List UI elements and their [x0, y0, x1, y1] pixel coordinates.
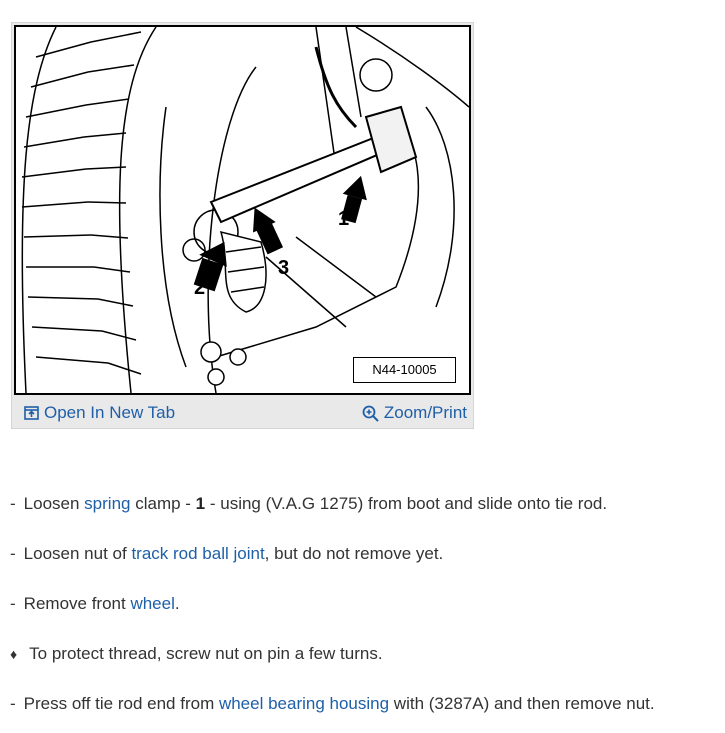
- step-loosen-spring-clamp: [10, 494, 607, 514]
- wheel-link[interactable]: wheel: [130, 594, 175, 613]
- illustration-frame: [14, 25, 471, 395]
- step-protect-thread: [10, 644, 383, 664]
- step-dash: -: [10, 494, 16, 513]
- diamond-bullet: ♦: [10, 646, 18, 662]
- zoom-print-link[interactable]: [362, 403, 467, 423]
- open-in-new-tab-label: Open In New Tab: [44, 403, 176, 422]
- step-text: Remove front: [23, 594, 131, 613]
- figure-card: [11, 22, 474, 429]
- step-text: with (3287A) and then remove nut.: [389, 694, 655, 713]
- step-text: To protect thread, screw nut on pin a few turns.: [29, 644, 383, 663]
- step-text: Press off tie rod end from: [23, 694, 219, 713]
- open-in-new-tab-link[interactable]: [24, 403, 175, 423]
- step-dash: -: [10, 544, 16, 563]
- spring-link[interactable]: spring: [84, 494, 131, 513]
- step-remove-wheel: [10, 594, 180, 614]
- step-text: clamp -: [130, 494, 196, 513]
- figure-actions: [12, 397, 473, 427]
- step-dash: -: [10, 594, 16, 613]
- zoom-in-icon: [362, 405, 379, 422]
- step-text: Loosen nut of: [23, 544, 132, 563]
- callout-2: 2: [194, 277, 206, 299]
- callout-3: 3: [278, 257, 290, 279]
- step-dash: -: [10, 694, 16, 713]
- step-text: Loosen: [23, 494, 85, 513]
- step-text: , but do not remove yet.: [264, 544, 444, 563]
- wheel-bearing-housing-link[interactable]: wheel bearing housing: [218, 694, 390, 713]
- tie-rod-illustration: [16, 27, 469, 393]
- callout-1: 1: [338, 208, 350, 230]
- open-in-new-tab-icon: [24, 406, 39, 420]
- step-loosen-nut: [10, 544, 443, 564]
- step-press-off-tie-rod-end: [10, 694, 655, 714]
- step-text: - using (V.A.G 1275) from boot and slide onto tie rod.: [205, 494, 608, 513]
- figure-id-label: N44-10005: [353, 357, 456, 383]
- step-text: .: [174, 594, 180, 613]
- track-rod-ball-joint-link[interactable]: track rod ball joint: [131, 544, 265, 563]
- zoom-print-label: Zoom/Print: [383, 403, 467, 422]
- item-number: 1: [195, 494, 206, 513]
